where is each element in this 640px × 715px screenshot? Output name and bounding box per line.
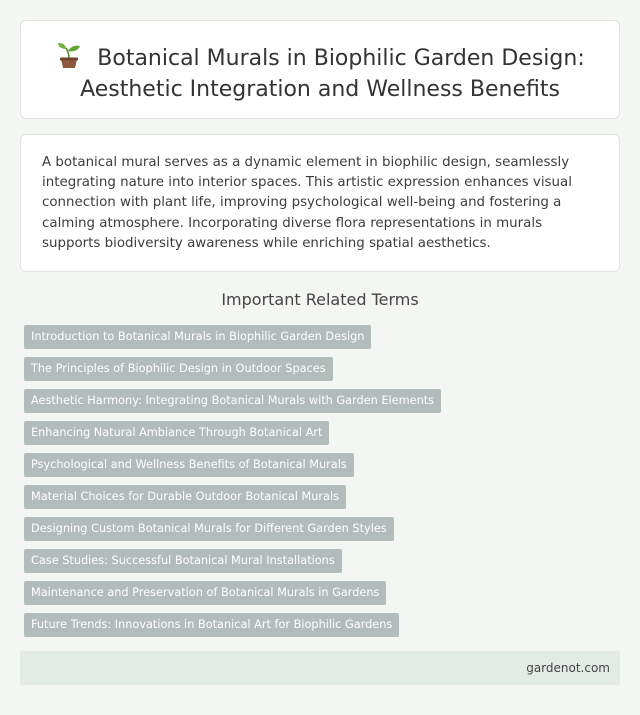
page-title: Botanical Murals in Biophilic Garden Design: Aesthetic Integration and Wellness Benefits [21,43,619,105]
related-term-tag[interactable]: The Principles of Biophilic Design in Outdoor Spaces [24,357,333,381]
title-card [20,20,620,119]
related-term-tag[interactable]: Aesthetic Harmony: Integrating Botanical Murals with Garden Elements [24,389,441,413]
related-term-tag[interactable]: Future Trends: Innovations in Botanical Art for Biophilic Gardens [24,613,399,637]
related-term-tag[interactable]: Maintenance and Preservation of Botanical Murals in Gardens [24,581,386,605]
related-terms-heading: Important Related Terms [221,290,419,309]
intro-paragraph: A botanical mural serves as a dynamic element in biophilic design, seamlessly integrating nature into interior spaces. This artistic expression enhances visual connection with plant life, improving psychological well-being and fostering a calming atmosphere. Incorporating diverse flora representations in murals supports biodiversity awareness while enriching spatial aesthetics. [42,155,572,251]
intro-card [20,134,620,272]
related-term-tag[interactable]: Introduction to Botanical Murals in Biophilic Garden Design [24,325,371,349]
related-term-tag[interactable]: Designing Custom Botanical Murals for Different Garden Styles [24,517,394,541]
seedling-icon [55,43,83,69]
related-term-tag[interactable]: Material Choices for Durable Outdoor Botanical Murals [24,485,346,509]
related-term-tag[interactable]: Case Studies: Successful Botanical Mural Installations [24,549,342,573]
related-term-tag[interactable]: Psychological and Wellness Benefits of Botanical Murals [24,453,354,477]
footer [20,651,620,685]
footer-site-link[interactable]: gardenot.com [526,661,610,675]
related-term-tag[interactable]: Enhancing Natural Ambiance Through Botanical Art [24,421,329,445]
related-terms-list [24,325,441,645]
